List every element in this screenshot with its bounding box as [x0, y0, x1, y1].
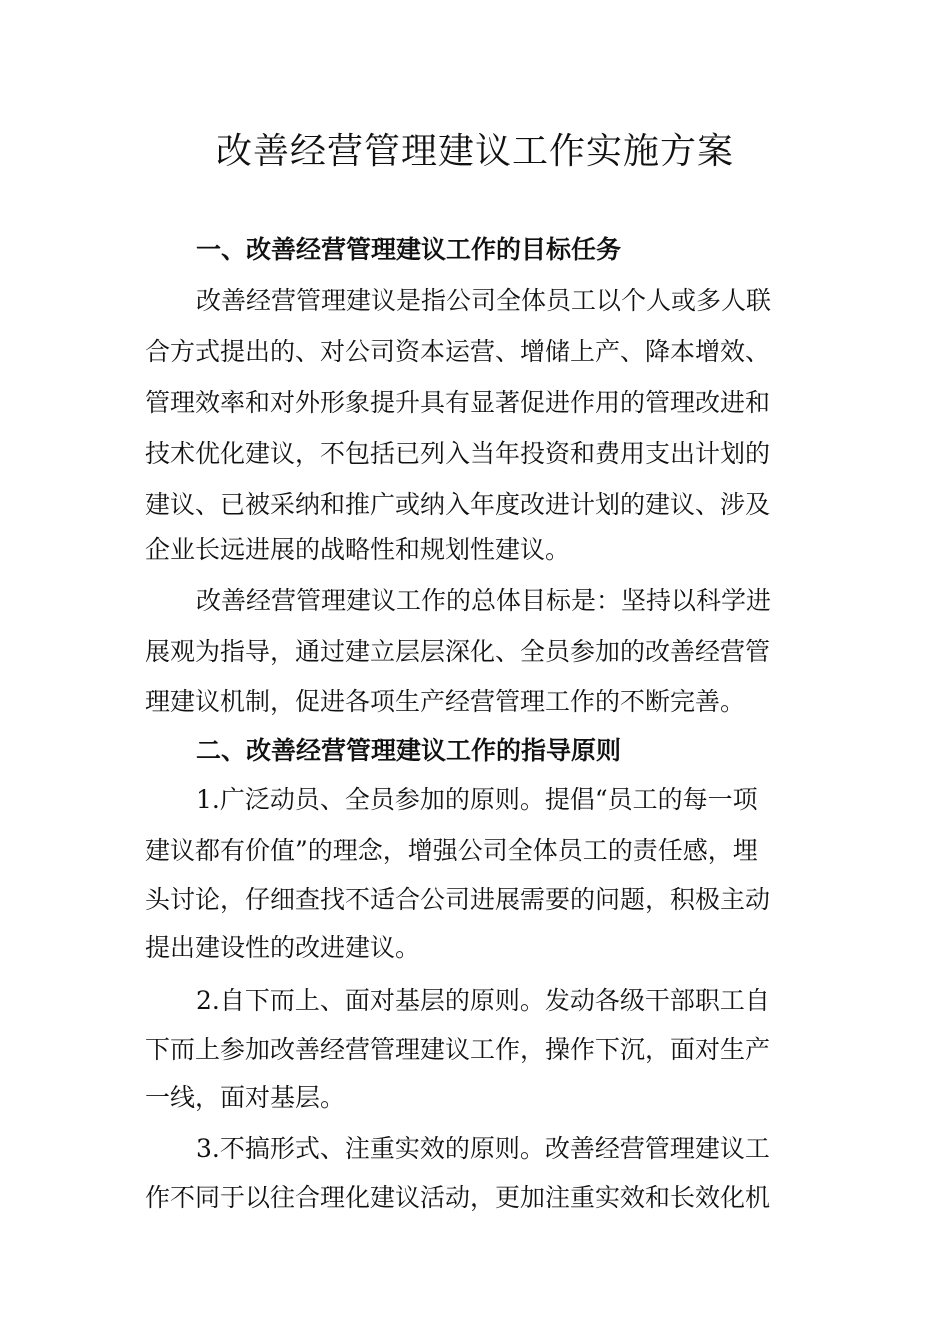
- paragraph-line: 2.自下而上、面对基层的原则。发动各级干部职工自: [196, 986, 770, 1015]
- paragraph-line: 一线，面对基层。: [145, 1083, 346, 1112]
- document-title: 改善经营管理建议工作实施方案: [215, 131, 734, 172]
- paragraph-line: 合方式提出的、对公司资本运营、增储上产、降本增效、: [145, 337, 771, 366]
- section-heading-1: 一、改善经营管理建议工作的目标任务: [196, 235, 622, 264]
- paragraph-line: 3.不搞形式、注重实效的原则。改善经营管理建议工: [196, 1134, 770, 1163]
- paragraph-line: 改善经营管理建议工作的总体目标是：坚持以科学进: [196, 586, 772, 615]
- paragraph-line: 提出建设性的改进建议。: [145, 933, 421, 962]
- paragraph-line: 建议都有价值”的理念，增强公司全体员工的责任感，埋: [145, 836, 758, 865]
- paragraph-line: 1.广泛动员、全员参加的原则。提倡“员工的每一项: [196, 785, 758, 814]
- paragraph-line: 理建议机制，促进各项生产经营管理工作的不断完善。: [145, 687, 746, 716]
- paragraph-line: 头讨论，仔细查找不适合公司进展需要的问题，积极主动: [145, 885, 771, 914]
- paragraph-line: 改善经营管理建议是指公司全体员工以个人或多人联: [196, 286, 772, 315]
- paragraph-line: 企业长远进展的战略性和规划性建议。: [145, 535, 571, 564]
- paragraph-line: 管理效率和对外形象提升具有显著促进作用的管理改进和: [145, 388, 771, 417]
- paragraph-line: 作不同于以往合理化建议活动，更加注重实效和长效化机: [145, 1183, 771, 1212]
- paragraph-line: 技术优化建议，不包括已列入当年投资和费用支出计划的: [145, 439, 771, 468]
- paragraph-line: 下而上参加改善经营管理建议工作，操作下沉，面对生产: [145, 1035, 771, 1064]
- paragraph-line: 建议、已被采纳和推广或纳入年度改进计划的建议、涉及: [145, 490, 771, 519]
- paragraph-line: 展观为指导，通过建立层层深化、全员参加的改善经营管: [145, 637, 771, 666]
- section-heading-2: 二、改善经营管理建议工作的指导原则: [196, 736, 622, 765]
